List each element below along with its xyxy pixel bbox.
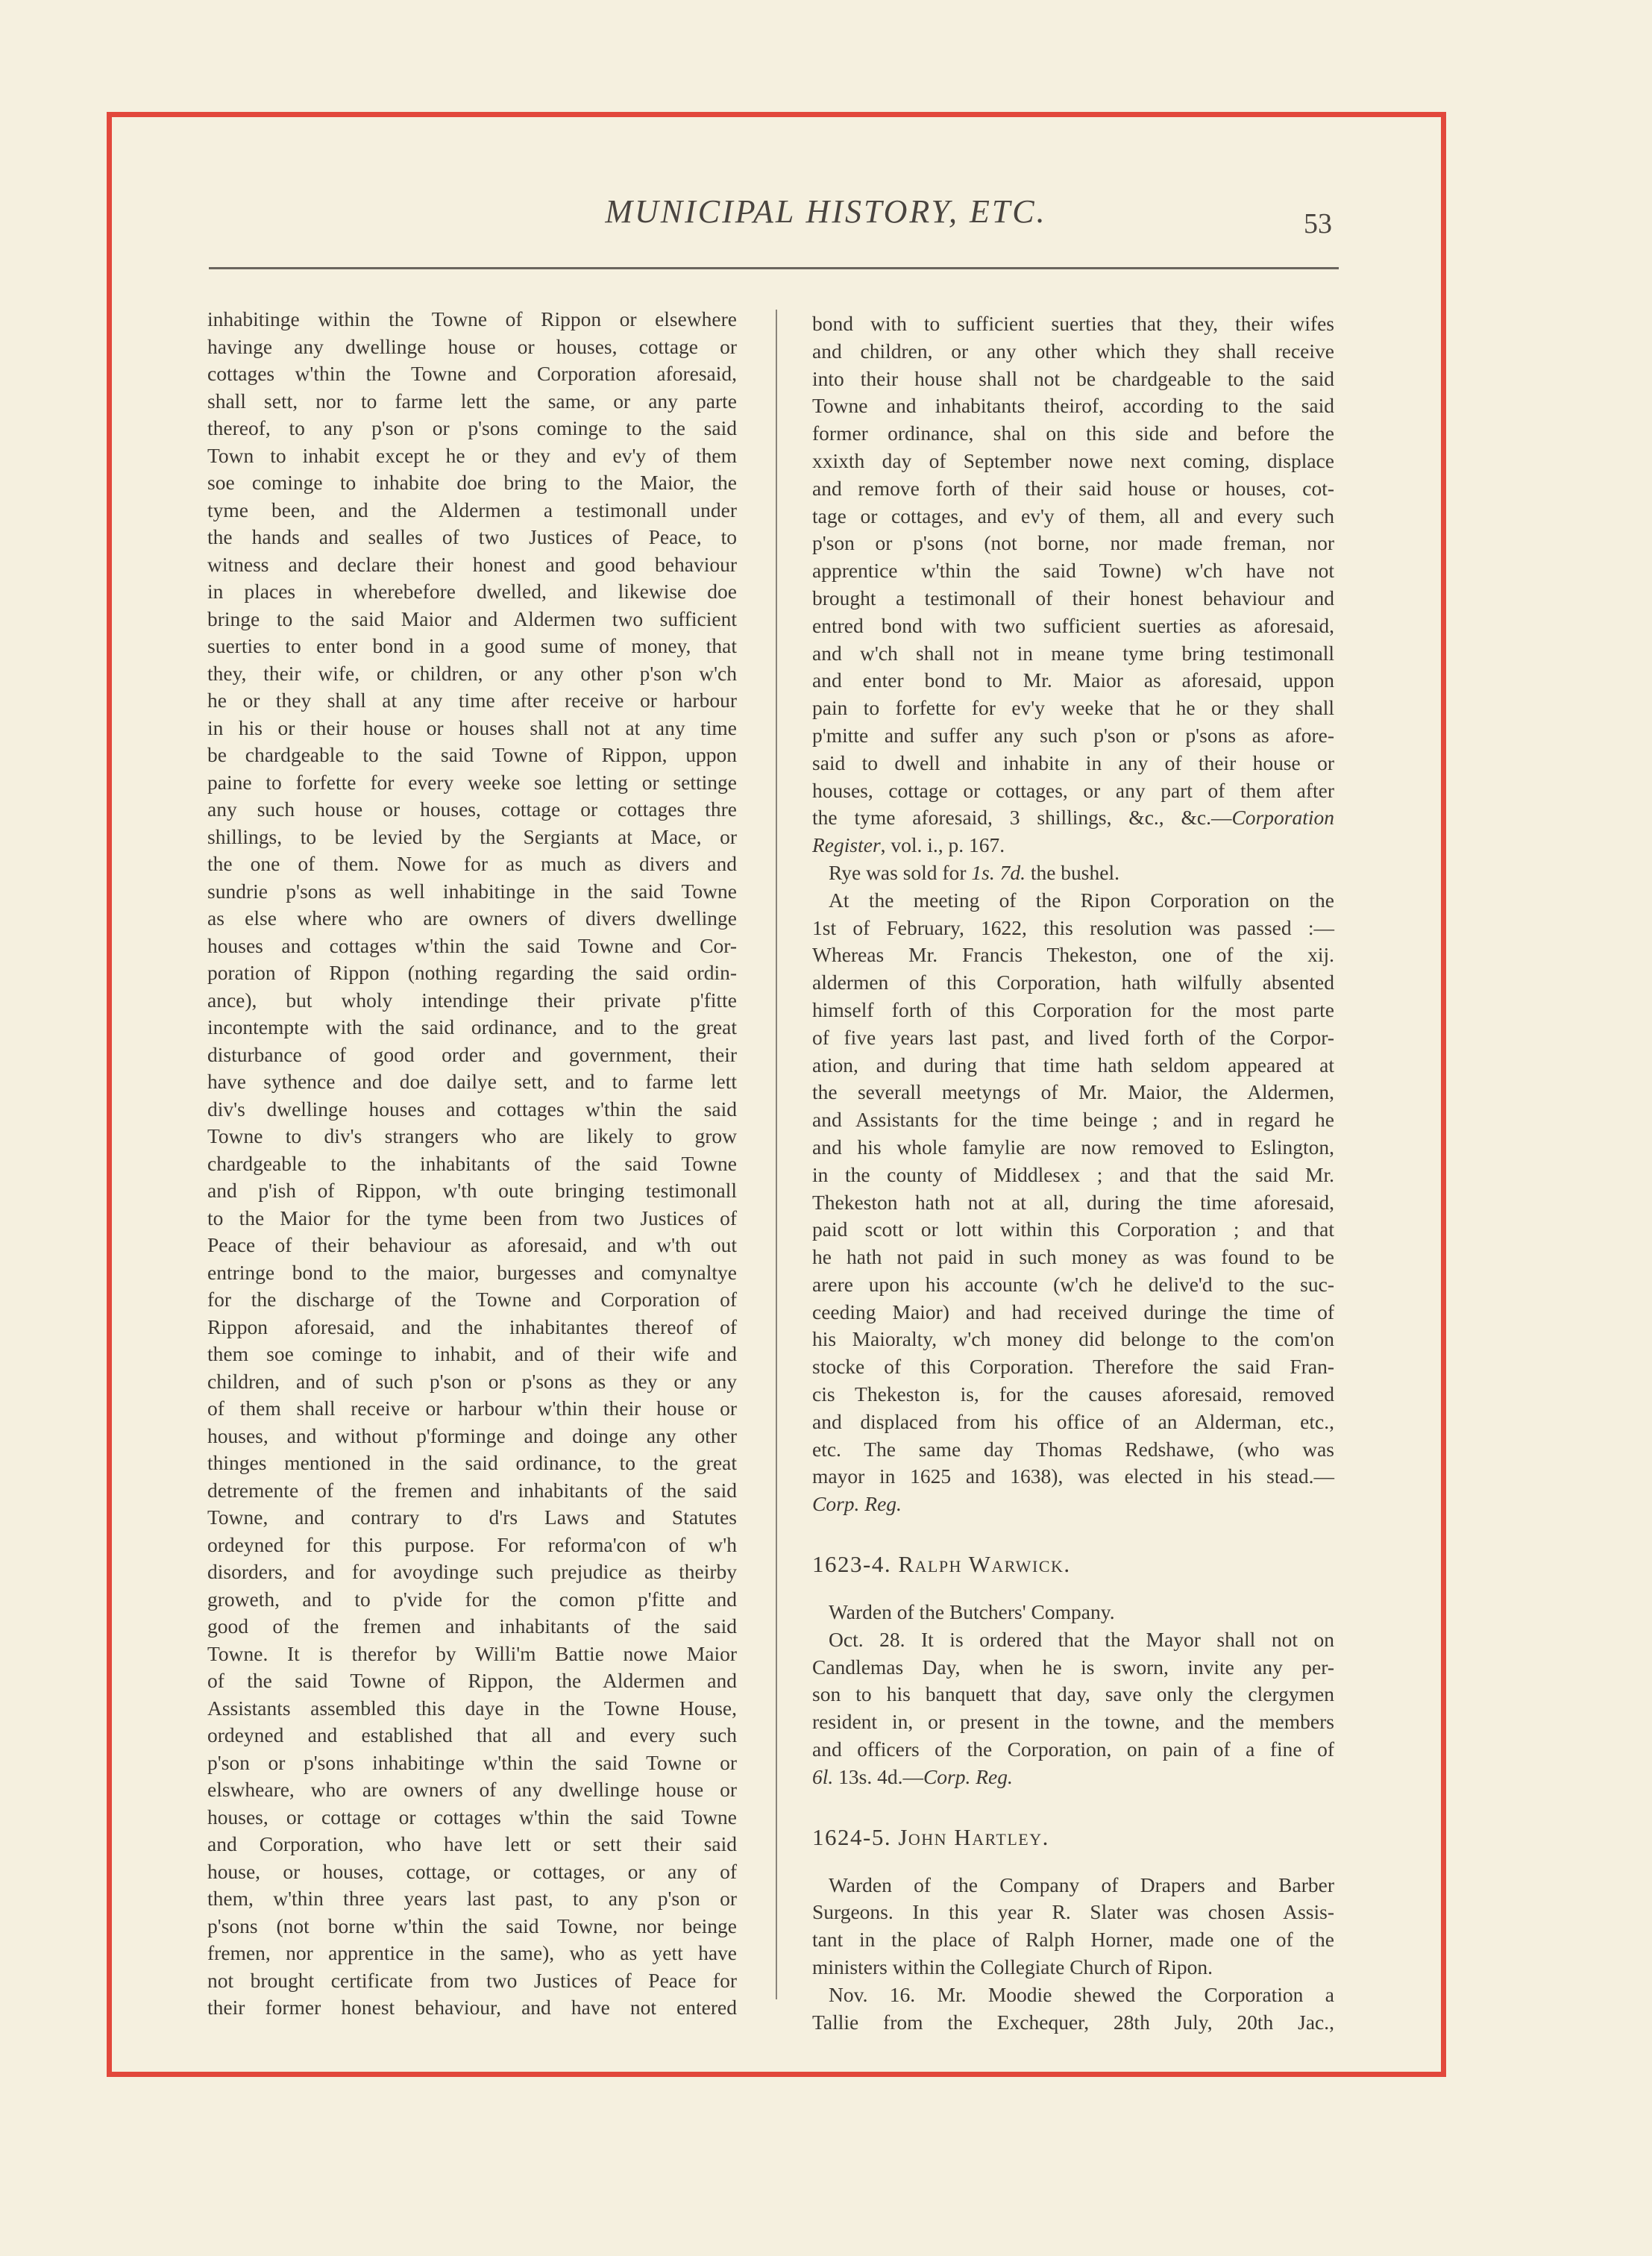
text-line: and enter bond to Mr. Maior as aforesaid, uppon	[812, 668, 1334, 692]
text-line: arere upon his accounte (w'ch he delive'd to the suc-	[812, 1272, 1334, 1296]
text-line: of them shall receive or harbour w'thin their house or	[207, 1397, 737, 1420]
text-line: soe cominge to inhabite doe bring to the Maior, the	[207, 471, 737, 494]
text-line: his Maioralty, w'ch money did belonge to the com'on	[812, 1327, 1334, 1351]
text-line: disorders, and for avoydinge such prejudice as theirby	[207, 1560, 737, 1583]
text-line: be chardgeable to the said Towne of Rippon, uppon	[207, 743, 737, 766]
text-line: Rippon aforesaid, and the inhabitantes thereof of	[207, 1315, 737, 1338]
text-line: houses and cottages w'thin the said Towne and Cor-	[207, 933, 737, 957]
text-line: of five years last past, and lived forth of the Corpor-	[812, 1025, 1334, 1049]
text-line: havinge any dwellinge house or houses, cottage or	[207, 334, 737, 358]
text-line: elswheare, who are owners of any dwellinge house or	[207, 1778, 737, 1801]
text-line: incontempte with the said ordinance, and to the great	[207, 1015, 737, 1038]
text-line: paid scott or lott within this Corporation ; and that	[812, 1218, 1334, 1241]
text-line: into their house shall not be chardgeable to the said	[812, 366, 1334, 390]
text-line: and Assistants for the time beinge ; and in regard he	[812, 1108, 1334, 1132]
text-line: xxixth day of September nowe next coming, displace	[812, 448, 1334, 472]
text-line: brought a testimonall of their honest behaviour and	[812, 586, 1334, 610]
text-line: div's dwellinge houses and cottages w'thin the said	[207, 1097, 737, 1121]
text-line: disturbance of good order and government, their	[207, 1042, 737, 1066]
text-line: chardgeable to the inhabitants of the said Towne	[207, 1151, 737, 1175]
text-line: tage or cottages, and ev'y of them, all and every such	[812, 504, 1334, 527]
text-line: poration of Rippon (nothing regarding the said ordin-	[207, 961, 737, 984]
text-line: cis Thekeston is, for the causes aforesaid, removed	[812, 1382, 1334, 1406]
text-line: houses, or cottage or cottages w'thin the said Towne	[207, 1805, 737, 1829]
text-line: they, their wife, or children, or any other p'son w'ch	[207, 661, 737, 685]
section-heading: 1623-4. Ralph Warwick.	[812, 1551, 1071, 1578]
italic-text: Corp. Reg.	[812, 1492, 902, 1516]
text-line: good of the fremen and inhabitants of the said	[207, 1614, 737, 1638]
text-line: Assistants assembled this daye in the Towne House,	[207, 1696, 737, 1720]
text-segment: , vol. i., p. 167.	[880, 833, 1005, 857]
text-line: houses, and without p'forminge and doinge any other	[207, 1423, 737, 1447]
italic-text: 1s. 7d.	[971, 860, 1026, 884]
text-line: Town to inhabit except he or they and ev'y of them	[207, 443, 737, 467]
text-line: resident in, or present in the towne, and the members	[812, 1710, 1334, 1734]
text-line: p'son or p'sons (not borne, nor made freman, nor	[812, 531, 1334, 555]
text-line: and remove forth of their said house or houses, cot-	[812, 476, 1334, 500]
text-line: Oct. 28. It is ordered that the Mayor shall not on	[829, 1627, 1334, 1651]
text-line: thereof, to any p'son or p'sons cominge to the said	[207, 416, 737, 439]
italic-text: Register	[812, 833, 881, 857]
text-line: himself forth of this Corporation for the most parte	[812, 997, 1334, 1021]
text-line: shillings, to be levied by the Sergiants at Mace, or	[207, 824, 737, 848]
text-line: Towne to div's strangers who are likely to grow	[207, 1124, 737, 1147]
text-line	[812, 832, 1334, 859]
text-line: Candlemas Day, when he is sworn, invite any per-	[812, 1655, 1334, 1679]
text-line: ation, and during that time hath seldom appeared at	[812, 1053, 1334, 1077]
text-line	[812, 1764, 1334, 1791]
text-line: children, and of such p'son or p'sons as they or any	[207, 1369, 737, 1393]
text-line: Towne, and contrary to d'rs Laws and Statutes	[207, 1505, 737, 1529]
text-line: son to his banquett that day, save only the clergymen	[812, 1682, 1334, 1706]
text-line: thinges mentioned in the said ordinance, to the great	[207, 1451, 737, 1474]
text-line: Warden of the Company of Drapers and Barber	[829, 1873, 1334, 1896]
text-line: ceeding Maior) and had received duringe the time of	[812, 1300, 1334, 1323]
header-rule	[209, 267, 1339, 269]
text-segment: the tyme aforesaid, 3 shillings, &c., &c.—	[812, 806, 1232, 830]
text-line: them soe cominge to inhabit, and of their wife and	[207, 1342, 737, 1365]
text-line: the one of them. Nowe for as much as divers and	[207, 852, 737, 875]
text-line: and displaced from his office of an Alderman, etc.,	[812, 1409, 1334, 1433]
text-line: for the discharge of the Towne and Corporation of	[207, 1288, 737, 1311]
text-segment: 13s. 4d.—	[833, 1764, 923, 1788]
text-line: he or they shall at any time after receive or harbour	[207, 689, 737, 712]
text-line: tyme been, and the Aldermen a testimonall under	[207, 498, 737, 521]
column-divider	[776, 310, 777, 1999]
text-line: and his whole famylie are now removed to Eslington,	[812, 1135, 1334, 1159]
text-line: sundrie p'sons as well inhabitinge in the said Towne	[207, 879, 737, 903]
text-line: Peace of their behaviour as aforesaid, and w'th out	[207, 1233, 737, 1256]
text-line: apprentice w'thin the said Towne) w'ch have not	[812, 559, 1334, 583]
text-line: ordeyned for this purpose. For reforma'con of w'h	[207, 1532, 737, 1556]
text-line: 1st of February, 1622, this resolution was passed :—	[812, 915, 1334, 939]
text-line: entringe bond to the maior, burgesses and comynaltye	[207, 1260, 737, 1284]
text-line: house, or houses, cottage, or cottages, or any of	[207, 1859, 737, 1883]
text-line: and Corporation, who have lett or sett their said	[207, 1832, 737, 1855]
text-line: p'mitte and suffer any such p'son or p'sons as afore-	[812, 723, 1334, 747]
text-line: and p'ish of Rippon, w'th oute bringing testimonall	[207, 1179, 737, 1202]
text-line: Whereas Mr. Francis Thekeston, one of the xij.	[812, 943, 1334, 967]
text-line: ordeyned and established that all and every such	[207, 1723, 737, 1746]
text-line: Warden of the Butchers' Company.	[829, 1600, 1115, 1624]
text-line: mayor in 1625 and 1638), was elected in his stead.—	[812, 1464, 1334, 1488]
running-head: MUNICIPAL HISTORY, ETC.	[605, 193, 1047, 230]
text-line: said to dwell and inhabite in any of their house or	[812, 751, 1334, 774]
text-line: witness and declare their honest and good behaviour	[207, 552, 737, 576]
section-heading: 1624-5. John Hartley.	[812, 1823, 1049, 1850]
text-line: detremente of the fremen and inhabitants of the said	[207, 1478, 737, 1502]
text-line: he hath not paid in such money as was found to be	[812, 1245, 1334, 1269]
text-line: pain to forfette for ev'y weeke that he or they shall	[812, 696, 1334, 720]
text-line: Towne and inhabitants theirof, according to the said	[812, 394, 1334, 418]
left-text-column	[207, 306, 737, 2022]
text-line: entred bond with two sufficient suerties as aforesaid,	[812, 613, 1334, 637]
text-line: and children, or any other which they shall receive	[812, 339, 1334, 363]
text-line: former ordinance, shal on this side and before the	[812, 422, 1334, 445]
text-line: Thekeston hath not at all, during the time aforesaid,	[812, 1190, 1334, 1214]
text-line: cottages w'thin the Towne and Corporation aforesaid,	[207, 362, 737, 385]
page-number: 53	[1304, 208, 1332, 239]
text-line: p'sons (not borne w'thin the said Towne, nor beinge	[207, 1914, 737, 1937]
text-line: inhabitinge within the Towne of Rippon or elsewhere	[207, 307, 737, 330]
text-line: and w'ch shall not in meane tyme bring testimonall	[812, 641, 1334, 665]
text-segment: Rye was sold for	[829, 860, 972, 884]
italic-text: Corporation	[1231, 806, 1334, 830]
text-line: Towne. It is therefor by Willi'm Battie nowe Maior	[207, 1641, 737, 1665]
text-line: tant in the place of Ralph Horner, made one of the	[812, 1928, 1334, 1952]
text-line: bringe to the said Maior and Aldermen two sufficient	[207, 607, 737, 630]
text-line: ance), but wholy intendinge their private p'fitte	[207, 988, 737, 1012]
text-line: p'son or p'sons inhabitinge w'thin the said Towne or	[207, 1750, 737, 1774]
text-line	[812, 859, 1334, 887]
text-line: stocke of this Corporation. Therefore the said Fran-	[812, 1355, 1334, 1379]
text-line: not brought certificate from two Justices of Peace for	[207, 1968, 737, 1992]
italic-text: Corp. Reg.	[923, 1764, 1013, 1788]
text-line: Nov. 16. Mr. Moodie shewed the Corporation a	[829, 1982, 1334, 2006]
text-line: shall sett, nor to farme lett the same, or any parte	[207, 389, 737, 413]
text-line: etc. The same day Thomas Redshawe, (who was	[812, 1437, 1334, 1461]
text-line: their former honest behaviour, and have not entered	[207, 1996, 737, 2019]
text-line: Surgeons. In this year R. Slater was chosen Assis-	[812, 1900, 1334, 1924]
text-line: in places in wherebefore dwelled, and likewise doe	[207, 580, 737, 603]
text-line: the severall meetyngs of Mr. Maior, the Aldermen,	[812, 1080, 1334, 1104]
text-line: groweth, and to p'vide for the comon p'fitte and	[207, 1587, 737, 1611]
text-line: any such house or houses, cottage or cottages thre	[207, 798, 737, 821]
text-line: suerties to enter bond in a good sume of money, that	[207, 634, 737, 657]
text-line: and officers of the Corporation, on pain of a fine of	[812, 1738, 1334, 1761]
text-line	[812, 804, 1334, 832]
text-line: paine to forfette for every weeke soe letting or settinge	[207, 770, 737, 794]
text-line: houses, cottage or cottages, or any part of them after	[812, 778, 1334, 802]
text-line: bond with to sufficient suerties that they, their wifes	[812, 312, 1334, 335]
text-line: of the said Towne of Rippon, the Aldermen and	[207, 1669, 737, 1692]
text-line: in his or their house or houses shall not at any time	[207, 715, 737, 739]
text-line: Tallie from the Exchequer, 28th July, 20th Jac.,	[812, 2010, 1334, 2034]
text-line: them, w'thin three years last past, to any p'son or	[207, 1887, 737, 1910]
text-line: to the Maior for the tyme been from two Justices of	[207, 1206, 737, 1229]
right-text-column	[812, 310, 1334, 2036]
text-line: ministers within the Collegiate Church of Ripon.	[812, 1955, 1213, 1979]
text-segment: the bushel.	[1025, 860, 1119, 884]
text-line: At the meeting of the Ripon Corporation on the	[829, 888, 1334, 912]
text-line: have sythence and doe dailye sett, and to farme lett	[207, 1070, 737, 1093]
text-line: in the county of Middlesex ; and that the said Mr.	[812, 1162, 1334, 1186]
text-line: as else where who are owners of divers dwellinge	[207, 906, 737, 930]
text-line: fremen, nor apprentice in the same), who as yett have	[207, 1941, 737, 1964]
text-line: aldermen of this Corporation, hath wilfully absented	[812, 971, 1334, 994]
text-line	[812, 1491, 1334, 1518]
italic-text: 6l.	[812, 1764, 834, 1788]
text-line: the hands and sealles of two Justices of Peace, to	[207, 525, 737, 548]
